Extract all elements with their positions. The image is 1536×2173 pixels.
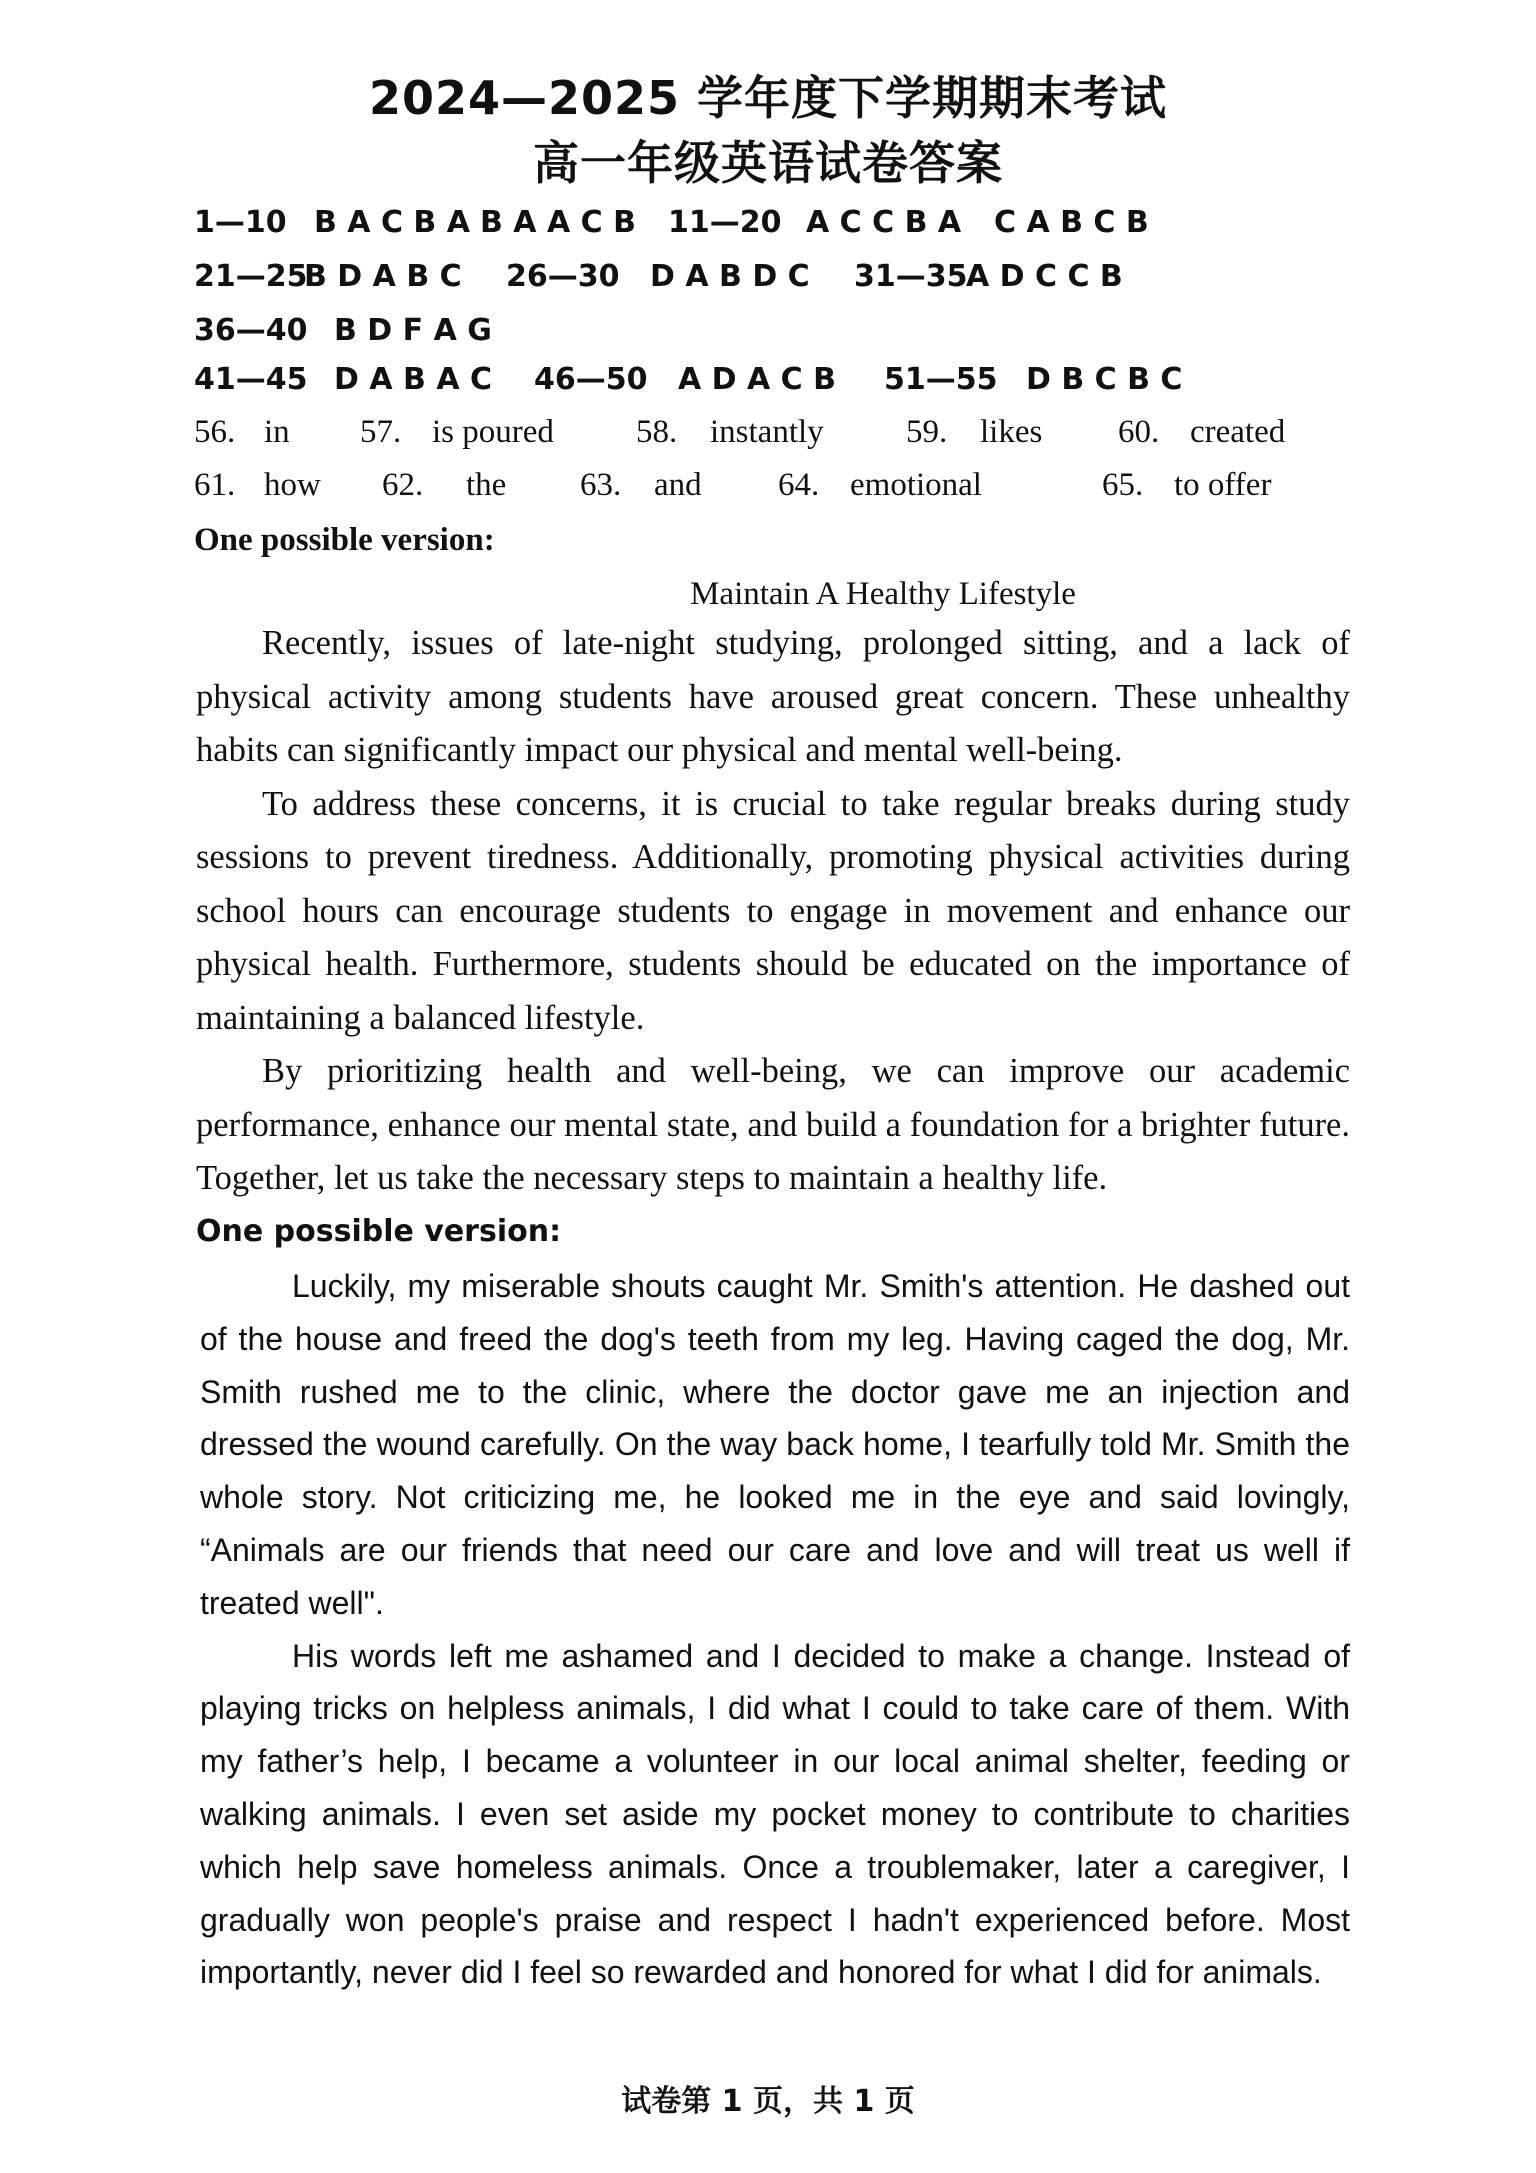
essay-paragraph: By prioritizing health and well-being, we can improve our academic performance, enhance our mental state, and build a foundation for a brighter future. Together, let us take the necessary steps to maintain a healthy life. bbox=[196, 1052, 1350, 1197]
answer-keys: D B C B C bbox=[1026, 362, 1183, 397]
item-answer: in bbox=[264, 414, 290, 450]
answer-range: 21—25 bbox=[194, 259, 308, 294]
writing1-label: One possible version: bbox=[194, 522, 495, 558]
item-number: 57. bbox=[360, 414, 402, 450]
answer-range: 46—50 bbox=[534, 362, 648, 397]
exam-subtitle: 高一年级英语试卷答案 bbox=[533, 136, 1003, 190]
item-number: 59. bbox=[906, 414, 948, 450]
answer-range: 41—45 bbox=[194, 362, 308, 397]
page-footer: 试卷第 1 页，共 1 页 bbox=[621, 2084, 915, 2119]
item-number: 64. bbox=[778, 467, 820, 503]
answer-range: 1—10 bbox=[194, 205, 287, 240]
item-answer: to offer bbox=[1174, 467, 1272, 503]
item-answer: likes bbox=[980, 414, 1043, 450]
essay-body-2 bbox=[200, 1260, 1350, 1999]
writing2-label: One possible version: bbox=[196, 1214, 562, 1249]
answer-row-4 bbox=[194, 360, 1183, 400]
answer-keys: A D C C B bbox=[966, 259, 1123, 294]
answer-keys: A D A C B bbox=[678, 362, 836, 397]
item-answer: emotional bbox=[850, 467, 982, 503]
item-number: 56. bbox=[194, 414, 236, 450]
answer-range: 51—55 bbox=[884, 362, 998, 397]
item-answer: instantly bbox=[710, 414, 824, 450]
item-number: 58. bbox=[636, 414, 678, 450]
answer-range: 36—40 bbox=[194, 313, 308, 348]
fill-row-1 bbox=[194, 412, 1286, 452]
answer-keys: A C C B A bbox=[806, 205, 962, 240]
answer-range: 31—35 bbox=[854, 259, 968, 294]
answer-keys: D A B A C bbox=[334, 362, 492, 397]
item-number: 65. bbox=[1102, 467, 1144, 503]
essay-paragraph: To address these concerns, it is crucial to take regular breaks during study sessions to prevent tiredness. Additionally, promoting physical activities during school hours can encourage students to engage in movement and enhance our physical health. Furthermore, students should be educated on the importance of maintaining a balanced lifestyle. bbox=[196, 784, 1350, 1037]
answer-row-3 bbox=[194, 311, 492, 351]
item-number: 62. bbox=[382, 467, 424, 503]
answer-keys: C A B C B bbox=[994, 205, 1149, 240]
answer-keys: B D F A G bbox=[334, 313, 492, 348]
item-answer: and bbox=[654, 467, 702, 503]
essay-paragraph: Recently, issues of late-night studying, prolonged sitting, and a lack of physical activity among students have aroused great concern. These unhealthy habits can significantly impact our physical and mental well-being. bbox=[196, 624, 1350, 769]
answer-row-1 bbox=[194, 203, 1149, 243]
essay-body-1 bbox=[196, 617, 1350, 1206]
item-answer: the bbox=[466, 467, 507, 503]
item-answer: how bbox=[264, 467, 321, 503]
answer-range: 26—30 bbox=[506, 259, 620, 294]
item-number: 60. bbox=[1118, 414, 1160, 450]
exam-title: 2024—2025 学年度下学期期末考试 bbox=[368, 71, 1168, 125]
item-number: 63. bbox=[580, 467, 622, 503]
fill-row-2 bbox=[194, 465, 1272, 505]
item-answer: created bbox=[1190, 414, 1286, 450]
answer-keys: D A B D C bbox=[650, 259, 810, 294]
answer-keys: B D A B C bbox=[304, 259, 462, 294]
essay-paragraph: Luckily, my miserable shouts caught Mr. Smith's attention. He dashed out of the house and freed the dog's teeth from my leg. Having caged the dog, Mr. Smith rushed me to the clinic, where the doctor gave me an injection and dressed the wound carefully. On the way back home, I tearfully told Mr. Smith the whole story. Not criticizing me, he looked me in the eye and said lovingly, “Animals are our friends that need our care and love and will treat us well if treated well". bbox=[200, 1268, 1350, 1621]
answer-range: 11—20 bbox=[668, 205, 782, 240]
answer-keys: B A C B A bbox=[314, 205, 470, 240]
item-answer: is poured bbox=[432, 414, 554, 450]
answer-keys: B A A C B bbox=[480, 205, 636, 240]
item-number: 61. bbox=[194, 467, 236, 503]
answer-row-2 bbox=[194, 257, 1123, 297]
essay-paragraph: His words left me ashamed and I decided to make a change. Instead of playing tricks on helpless animals, I did what I could to take care of them. With my father’s help, I became a volunteer in our local animal shelter, feeding or walking animals. I even set aside my pocket money to contribute to charities which help save homeless animals. Once a troublemaker, later a caregiver, I gradually won people's praise and respect I hadn't experienced before. Most importantly, never did I feel so rewarded and honored for what I did for animals. bbox=[200, 1637, 1350, 1991]
essay-title: Maintain A Healthy Lifestyle bbox=[690, 576, 1076, 612]
